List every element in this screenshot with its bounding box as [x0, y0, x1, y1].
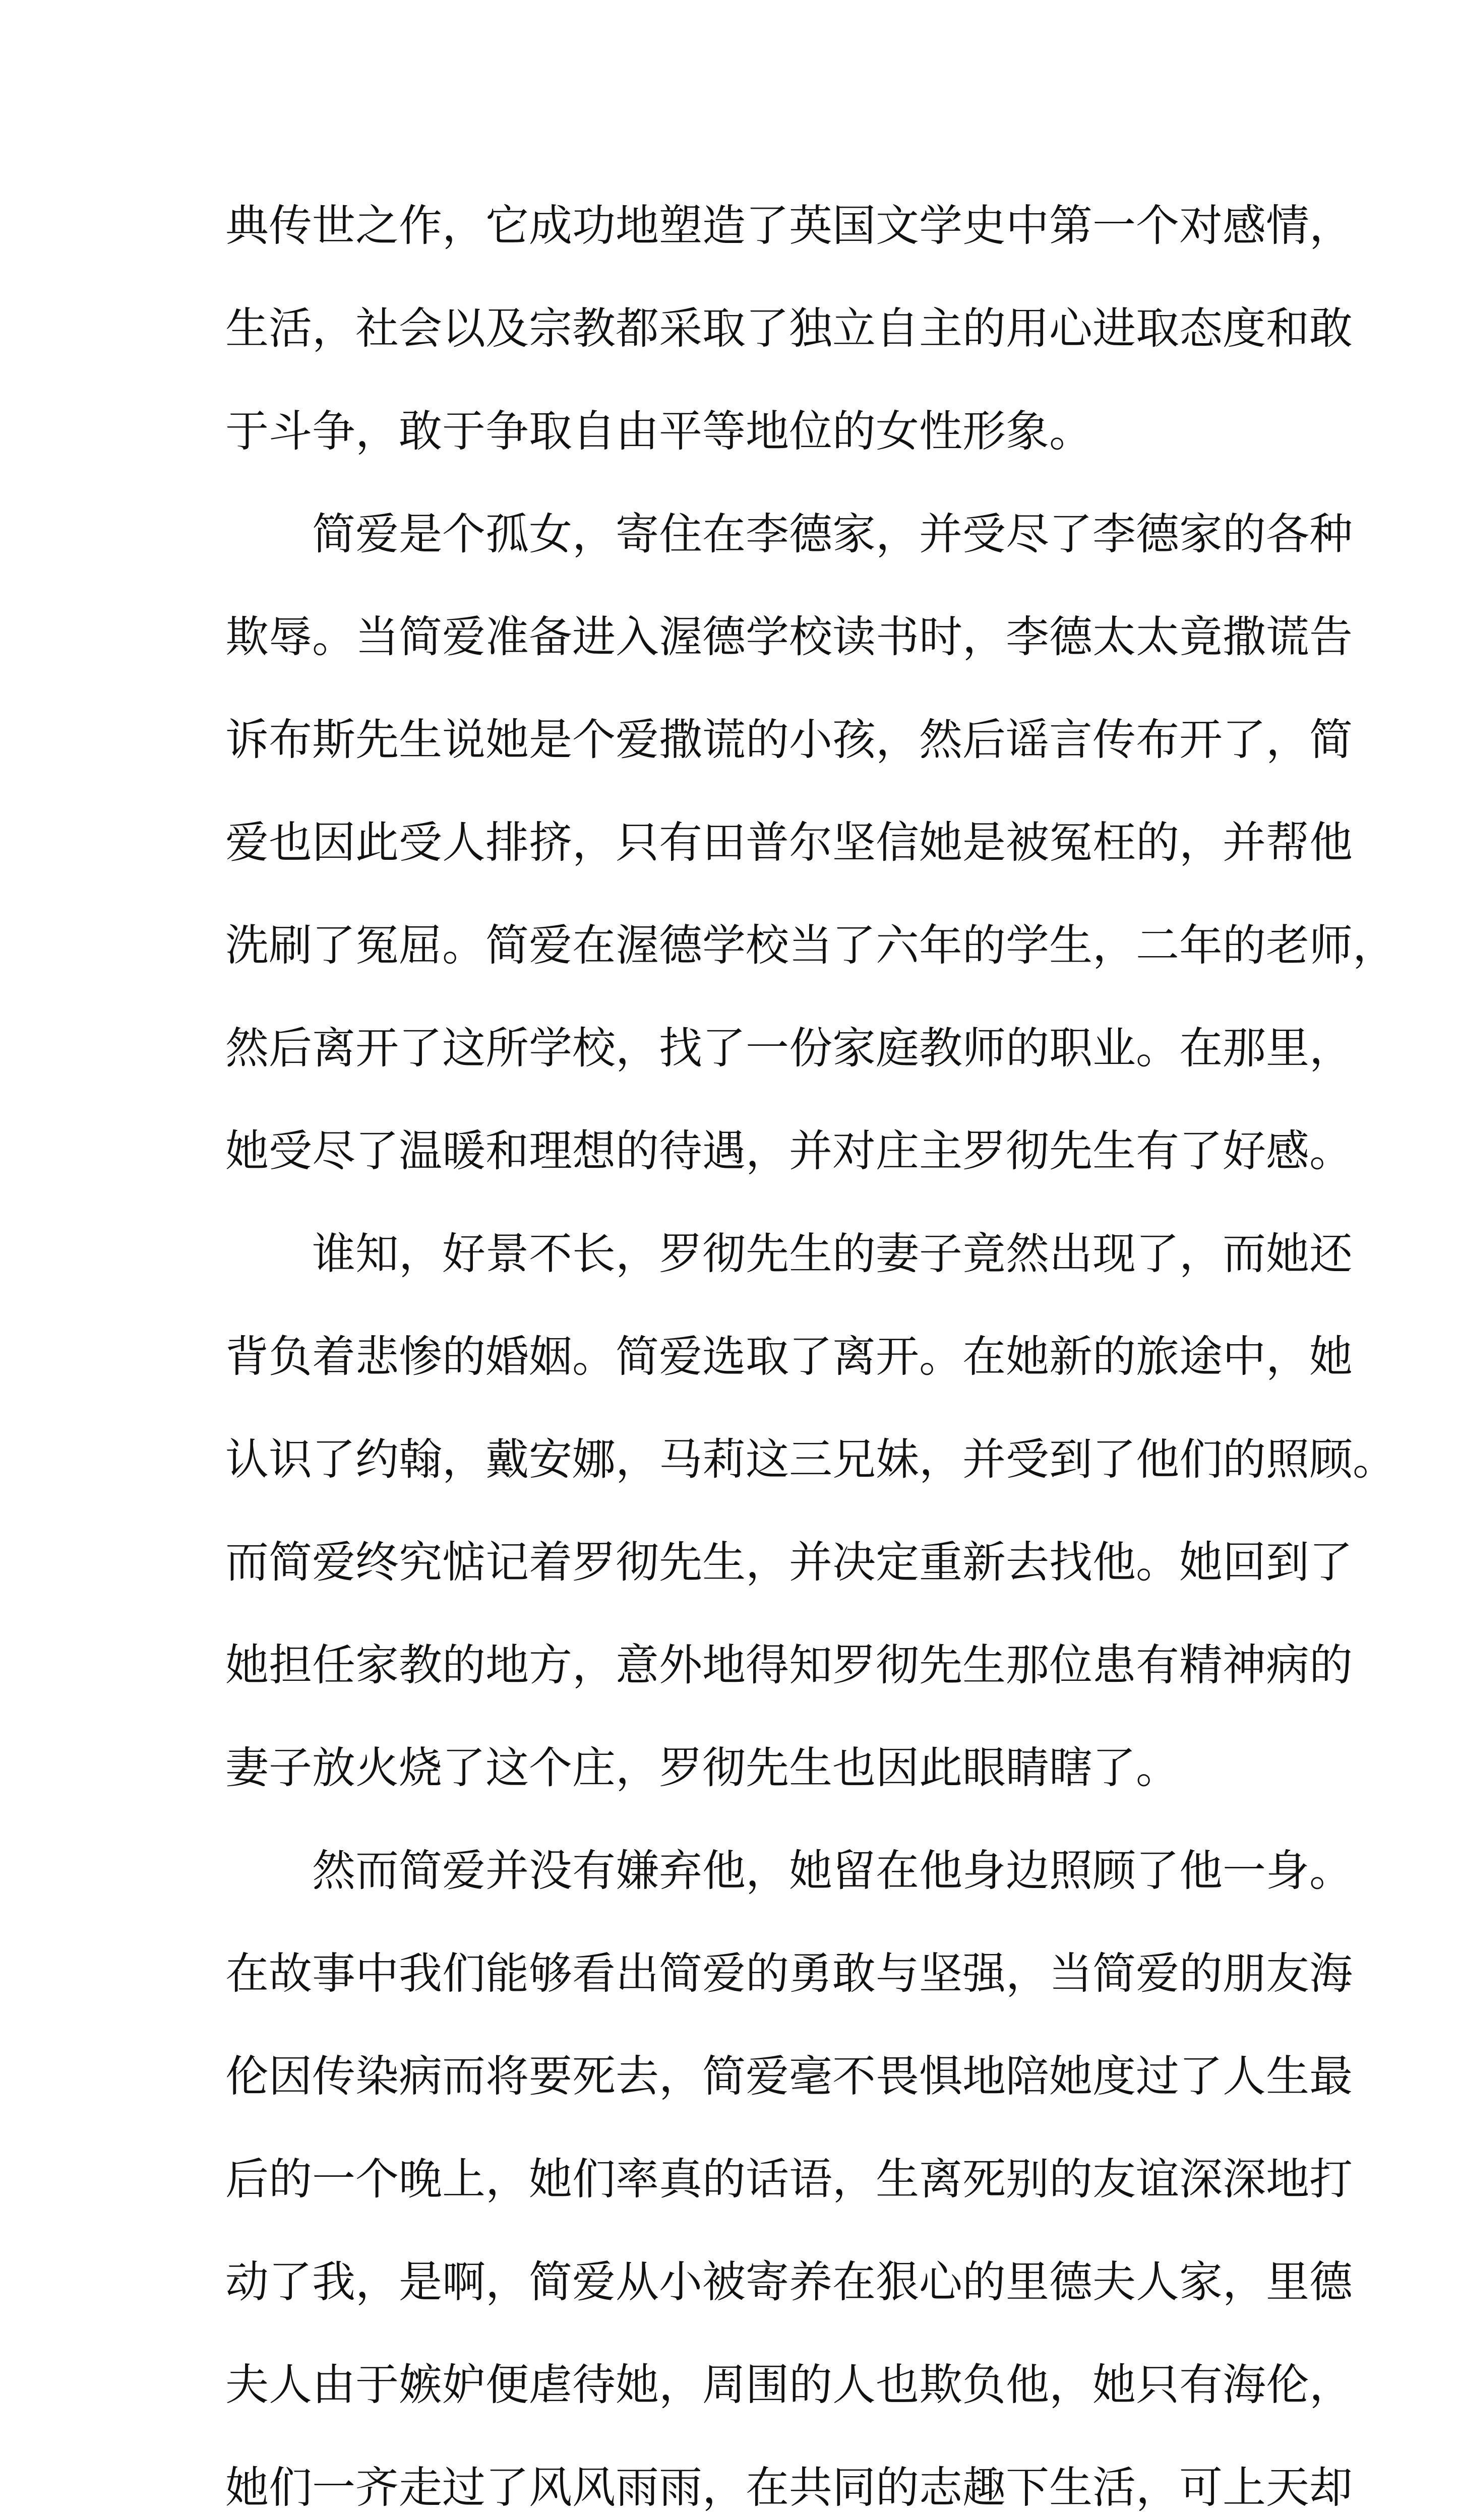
text-line: 夫人由于嫉妒便虐待她，周围的人也欺负他，她只有海伦， — [225, 2360, 1353, 2410]
body-text — [225, 174, 1396, 2520]
text-line: 伦因传染病而将要死去，简爱毫不畏惧地陪她度过了人生最 — [225, 2051, 1353, 2102]
text-line: 生活，社会以及宗教都采取了独立自主的用心进取态度和敢 — [225, 303, 1353, 354]
paragraph-3 — [225, 1203, 1396, 1819]
text-line: 动了我，是啊，简爱从小被寄养在狠心的里德夫人家，里德 — [225, 2257, 1353, 2307]
text-line: 欺辱。当简爱准备进入渥德学校读书时，李德太太竟撒谎告 — [225, 612, 1353, 662]
text-line: 而简爱终究惦记着罗彻先生，并决定重新去找他。她回到了 — [225, 1537, 1353, 1588]
text-line: 简爱是个孤女，寄住在李德家，并受尽了李德家的各种 — [312, 509, 1353, 559]
text-line: 洗刷了冤屈。简爱在渥德学校当了六年的学生，二年的老师， — [225, 920, 1396, 971]
paragraph-1 — [225, 174, 1353, 483]
text-line: 她受尽了温暖和理想的待遇，并对庄主罗彻先生有了好感。 — [225, 1126, 1353, 1176]
paragraph-4 — [225, 1819, 1353, 2520]
text-line: 诉布斯先生说她是个爱撒谎的小孩，然后谣言传布开了，简 — [225, 715, 1353, 765]
text-line: 然而简爱并没有嫌弃他，她留在他身边照顾了他一身。 — [312, 1846, 1353, 1896]
text-line: 认识了约翰，戴安娜，马莉这三兄妹，并受到了他们的照顾。 — [225, 1434, 1396, 1485]
text-line: 然后离开了这所学校，找了一份家庭教师的职业。在那里， — [225, 1023, 1353, 1074]
text-line: 谁知，好景不长，罗彻先生的妻子竟然出现了，而她还 — [312, 1229, 1353, 1279]
text-line: 在故事中我们能够看出简爱的勇敢与坚强，当简爱的朋友海 — [225, 1948, 1353, 1999]
text-line: 背负着悲惨的婚姻。简爱选取了离开。在她新的旅途中，她 — [225, 1332, 1353, 1382]
text-line: 她们一齐走过了风风雨雨，在共同的志趣下生活，可上天却 — [225, 2463, 1353, 2513]
text-line: 她担任家教的地方，意外地得知罗彻先生那位患有精神病的 — [225, 1640, 1353, 1690]
text-line: 于斗争，敢于争取自由平等地位的女性形象。 — [225, 406, 1092, 457]
text-line: 后的一个晚上，她们率真的话语，生离死别的友谊深深地打 — [225, 2154, 1353, 2204]
text-line: 爱也因此受人排挤，只有田普尔坚信她是被冤枉的，并帮他 — [225, 817, 1353, 868]
paragraph-2 — [225, 483, 1396, 1203]
text-line: 典传世之作，它成功地塑造了英国文学史中第一个对感情， — [225, 201, 1353, 251]
text-line: 妻子放火烧了这个庄，罗彻先生也因此眼睛瞎了。 — [225, 1743, 1179, 1793]
